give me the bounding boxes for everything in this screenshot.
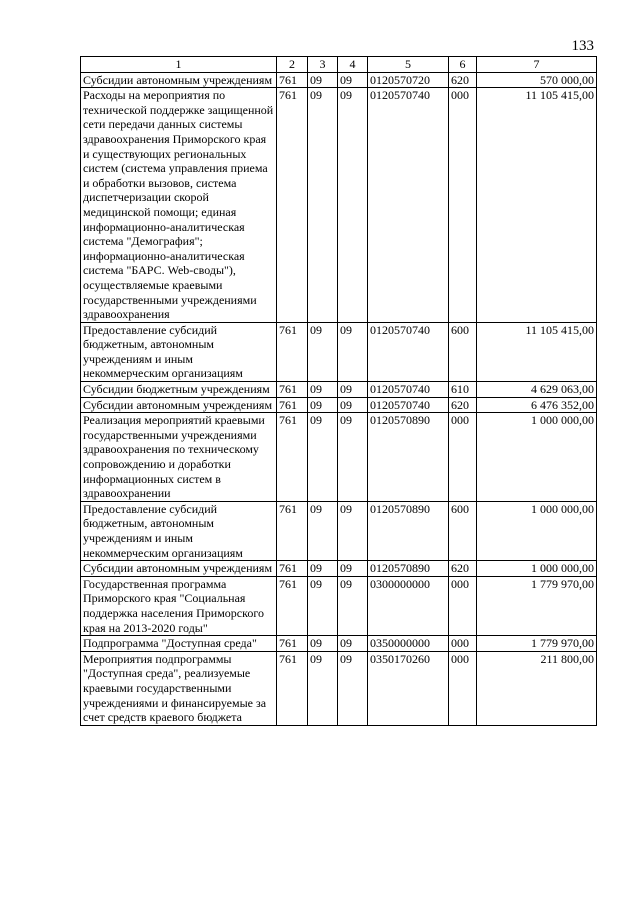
code-cell: 761 bbox=[277, 651, 308, 725]
code-cell: 761 bbox=[277, 88, 308, 323]
column-header: 6 bbox=[449, 57, 477, 73]
code-cell: 09 bbox=[308, 651, 338, 725]
code-cell: 09 bbox=[338, 72, 368, 88]
table-row bbox=[81, 576, 597, 635]
expense-name: Мероприятия подпрограммы "Доступная среда", реализуемые краевыми государственными учреждениями и финансируемые за счет средств краевого бюджета bbox=[81, 651, 277, 725]
code-cell: 09 bbox=[338, 501, 368, 560]
code-cell: 09 bbox=[338, 88, 368, 323]
code-cell: 600 bbox=[449, 322, 477, 381]
amount-cell: 570 000,00 bbox=[477, 72, 597, 88]
code-cell: 761 bbox=[277, 501, 308, 560]
page-number: 133 bbox=[571, 38, 594, 54]
code-cell: 610 bbox=[449, 382, 477, 398]
code-cell: 09 bbox=[308, 88, 338, 323]
code-cell: 09 bbox=[338, 382, 368, 398]
expense-name: Субсидии автономным учреждениям bbox=[81, 561, 277, 577]
code-cell: 761 bbox=[277, 397, 308, 413]
code-cell: 09 bbox=[308, 382, 338, 398]
code-cell: 761 bbox=[277, 561, 308, 577]
table-row bbox=[81, 322, 597, 381]
amount-cell: 1 000 000,00 bbox=[477, 561, 597, 577]
code-cell: 000 bbox=[449, 413, 477, 502]
amount-cell: 6 476 352,00 bbox=[477, 397, 597, 413]
code-cell: 09 bbox=[338, 651, 368, 725]
amount-cell: 11 105 415,00 bbox=[477, 88, 597, 323]
code-cell: 09 bbox=[338, 561, 368, 577]
expense-name: Субсидии автономным учреждениям bbox=[81, 72, 277, 88]
column-header: 3 bbox=[308, 57, 338, 73]
code-cell: 620 bbox=[449, 561, 477, 577]
table-row bbox=[81, 382, 597, 398]
code-cell: 09 bbox=[338, 322, 368, 381]
expense-name: Подпрограмма "Доступная среда" bbox=[81, 636, 277, 652]
code-cell: 09 bbox=[308, 322, 338, 381]
code-cell: 09 bbox=[338, 636, 368, 652]
code-cell: 09 bbox=[308, 413, 338, 502]
table-row bbox=[81, 88, 597, 323]
code-cell: 761 bbox=[277, 322, 308, 381]
code-cell: 0350170260 bbox=[368, 651, 449, 725]
table-row bbox=[81, 561, 597, 577]
code-cell: 0120570890 bbox=[368, 413, 449, 502]
expense-name: Реализация мероприятий краевыми государственными учреждениями здравоохранения по техническому сопровождению и доработки информационных систем в здравоохранении bbox=[81, 413, 277, 502]
table-row bbox=[81, 72, 597, 88]
expense-name: Государственная программа Приморского края "Социальная поддержка населения Приморского края на 2013-2020 годы" bbox=[81, 576, 277, 635]
amount-cell: 11 105 415,00 bbox=[477, 322, 597, 381]
code-cell: 0120570740 bbox=[368, 88, 449, 323]
code-cell: 09 bbox=[308, 397, 338, 413]
column-header: 4 bbox=[338, 57, 368, 73]
code-cell: 620 bbox=[449, 397, 477, 413]
table-row bbox=[81, 413, 597, 502]
code-cell: 000 bbox=[449, 576, 477, 635]
amount-cell: 1 000 000,00 bbox=[477, 413, 597, 502]
table-row bbox=[81, 636, 597, 652]
code-cell: 09 bbox=[308, 501, 338, 560]
column-header: 1 bbox=[81, 57, 277, 73]
code-cell: 000 bbox=[449, 651, 477, 725]
expense-name: Предоставление субсидий бюджетным, автономным учреждениям и иным некоммерческим организациям bbox=[81, 501, 277, 560]
code-cell: 000 bbox=[449, 88, 477, 323]
code-cell: 09 bbox=[308, 576, 338, 635]
code-cell: 761 bbox=[277, 636, 308, 652]
code-cell: 09 bbox=[308, 561, 338, 577]
budget-table bbox=[80, 56, 597, 726]
amount-cell: 1 779 970,00 bbox=[477, 576, 597, 635]
expense-name: Субсидии автономным учреждениям bbox=[81, 397, 277, 413]
code-cell: 620 bbox=[449, 72, 477, 88]
expense-name: Расходы на мероприятия по технической поддержке защищенной сети передачи данных системы здравоохранения Приморского края и существующих региональных систем (система управления приема и обработки вызовов, система диспетчеризации скорой медицинской помощи; единая информационно-аналитическая система "Демография"; информационно-аналитическая система "БАРС. Web-своды"), осуществляемые краевыми государственными учреждениями здравоохранения bbox=[81, 88, 277, 323]
code-cell: 09 bbox=[338, 397, 368, 413]
code-cell: 0300000000 bbox=[368, 576, 449, 635]
code-cell: 761 bbox=[277, 413, 308, 502]
code-cell: 000 bbox=[449, 636, 477, 652]
code-cell: 0120570740 bbox=[368, 322, 449, 381]
table-row bbox=[81, 651, 597, 725]
code-cell: 09 bbox=[338, 413, 368, 502]
expense-name: Предоставление субсидий бюджетным, автономным учреждениям и иным некоммерческим организациям bbox=[81, 322, 277, 381]
code-cell: 09 bbox=[308, 72, 338, 88]
code-cell: 761 bbox=[277, 382, 308, 398]
code-cell: 0120570890 bbox=[368, 561, 449, 577]
amount-cell: 1 779 970,00 bbox=[477, 636, 597, 652]
column-header: 7 bbox=[477, 57, 597, 73]
code-cell: 600 bbox=[449, 501, 477, 560]
amount-cell: 1 000 000,00 bbox=[477, 501, 597, 560]
code-cell: 761 bbox=[277, 72, 308, 88]
code-cell: 0120570890 bbox=[368, 501, 449, 560]
amount-cell: 4 629 063,00 bbox=[477, 382, 597, 398]
code-cell: 0120570740 bbox=[368, 397, 449, 413]
code-cell: 0120570740 bbox=[368, 382, 449, 398]
code-cell: 09 bbox=[308, 636, 338, 652]
code-cell: 09 bbox=[338, 576, 368, 635]
code-cell: 761 bbox=[277, 576, 308, 635]
expense-name: Субсидии бюджетным учреждениям bbox=[81, 382, 277, 398]
column-header: 5 bbox=[368, 57, 449, 73]
table-row bbox=[81, 501, 597, 560]
amount-cell: 211 800,00 bbox=[477, 651, 597, 725]
column-header: 2 bbox=[277, 57, 308, 73]
header-row bbox=[81, 57, 597, 73]
code-cell: 0120570720 bbox=[368, 72, 449, 88]
code-cell: 0350000000 bbox=[368, 636, 449, 652]
table-row bbox=[81, 397, 597, 413]
